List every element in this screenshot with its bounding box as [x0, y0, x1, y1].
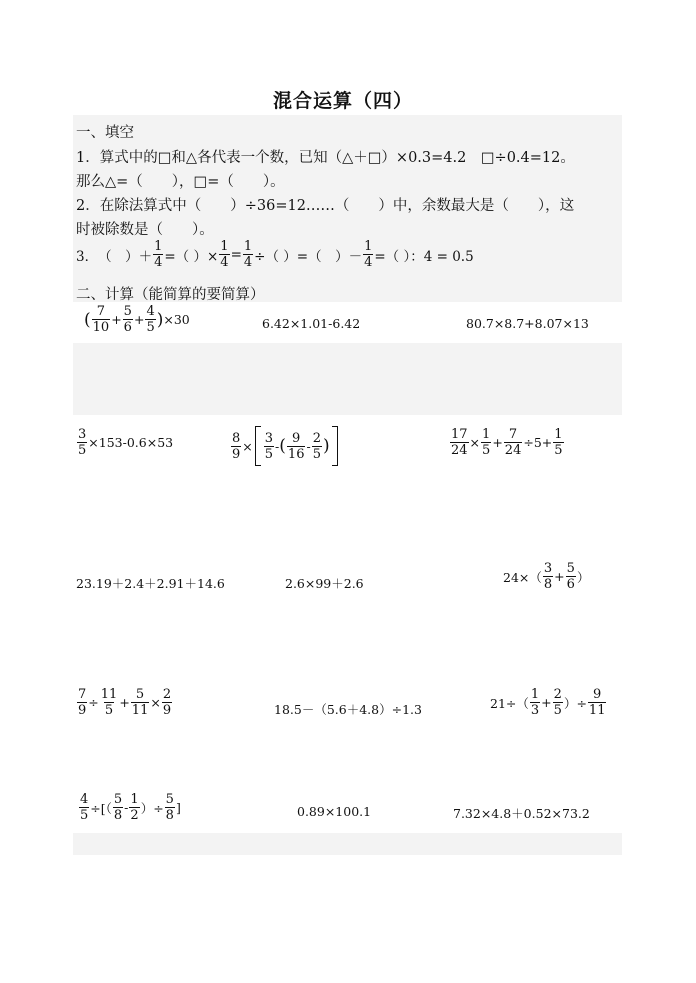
problem-r3c3	[503, 562, 589, 591]
right-paren: )	[322, 436, 330, 456]
right-bracket	[332, 426, 338, 466]
problem-r1c2: 6.42×1.01-6.42	[262, 316, 361, 331]
plus-sign: +	[119, 695, 130, 710]
question3-label: 3．	[76, 248, 99, 265]
ratio-text: =（ ）：4 = 0.5	[374, 248, 474, 265]
shaded-band-row1	[73, 343, 622, 415]
fraction: $\frac{1}{5}$	[482, 427, 491, 458]
question2-line2: 时被除数是（ ）。	[76, 222, 214, 238]
problem-r2c2	[230, 426, 340, 466]
fraction: $\frac{5}{8}$	[113, 792, 123, 823]
fraction: $\frac{3}{8}$	[543, 561, 553, 592]
problem-r1c1	[84, 305, 190, 334]
equals-text: =（ ）×	[164, 248, 219, 265]
fraction: $\frac{7}{10}$	[92, 304, 110, 335]
fraction: $\frac{3}{5}$	[264, 430, 274, 462]
plus-sign: +	[541, 695, 552, 710]
fraction: $\frac{11}{5}$	[100, 687, 118, 718]
plus-sign: +	[111, 312, 122, 327]
fraction: $\frac{9}{16}$	[287, 430, 305, 462]
fraction: $\frac{1}{4}$	[364, 239, 373, 270]
minus-sign: -	[306, 438, 311, 454]
fraction: $\frac{1}{3}$	[530, 687, 540, 718]
fraction: $\frac{1}{4}$	[220, 239, 229, 270]
fraction: $\frac{1}{4}$	[154, 239, 163, 270]
expression-tail: ×153-0.6×53	[88, 435, 174, 450]
fraction: $\frac{2}{9}$	[162, 687, 172, 718]
blank: （ ）	[98, 248, 139, 265]
divide-sign: ÷	[88, 695, 99, 710]
plus-sign: ＋	[138, 248, 153, 265]
problem-r2c3	[449, 428, 565, 457]
times-sign: ×	[242, 438, 253, 454]
page-title: 混合运算（四）	[273, 90, 414, 112]
question1-line2: 那么△=（ ），□=（ ）。	[76, 174, 285, 190]
problem-r4c2: 18.5－（5.6＋4.8）÷1.3	[274, 702, 422, 717]
expression-prefix: 24×（	[503, 569, 542, 585]
expression-text: ÷[（	[90, 800, 112, 816]
problem-r4c1	[76, 688, 173, 717]
problem-r4c3	[490, 688, 607, 717]
problem-r5c2: 0.89×100.1	[297, 804, 372, 819]
expression-suffix: ）	[576, 569, 590, 585]
expression-prefix: 21÷（	[490, 695, 529, 711]
divide-text: ÷（ ）=（ ）－	[254, 248, 363, 265]
fraction: $\frac{1}{2}$	[130, 792, 139, 823]
fraction: $\frac{5}{11}$	[131, 687, 149, 718]
fraction: $\frac{7}{24}$	[504, 427, 522, 458]
left-paren: (	[84, 309, 91, 330]
question3	[76, 240, 474, 269]
fraction: $\frac{5}{6}$	[123, 304, 132, 335]
fraction: $\frac{5}{8}$	[165, 792, 174, 823]
right-paren: )	[156, 309, 164, 330]
times-sign: ×	[150, 695, 161, 710]
plus-sign: +	[492, 435, 503, 450]
expression-text: ）÷	[140, 800, 164, 816]
section2-heading: 二、计算（能简算的要简算）	[76, 287, 265, 303]
problem-r3c1: 23.19＋2.4＋2.91＋14.6	[76, 576, 225, 591]
expression-tail: ×30	[163, 312, 190, 327]
plus-sign: +	[133, 312, 145, 327]
minus-sign: -	[124, 800, 129, 815]
fraction: $\frac{3}{5}$	[78, 427, 87, 458]
divide-text: ÷5+	[523, 435, 553, 450]
fraction: $\frac{8}{9}$	[232, 430, 241, 462]
fraction: $\frac{9}{11}$	[588, 687, 606, 718]
question1-line1: 1．算式中的□和△各代表一个数，已知（△＋□）×0.3=4.2 □÷0.4=12。	[76, 150, 575, 166]
fraction: $\frac{1}{5}$	[554, 427, 563, 458]
problem-r5c1	[78, 793, 181, 822]
problem-r5c3: 7.32×4.8＋0.52×73.2	[453, 806, 590, 821]
problem-r3c2: 2.6×99＋2.6	[285, 576, 364, 591]
expression-suffix: ]	[175, 800, 181, 815]
fraction: $\frac{2}{5}$	[312, 430, 321, 462]
fraction: $\frac{17}{24}$	[451, 427, 468, 458]
problem-r2c1	[76, 428, 173, 457]
fraction: $\frac{2}{5}$	[553, 687, 562, 718]
fraction: $\frac{5}{6}$	[566, 561, 575, 592]
left-paren: (	[279, 436, 286, 456]
divide-text: ）÷	[563, 695, 587, 711]
section1-heading: 一、填空	[76, 125, 134, 141]
equals-text: =	[230, 246, 242, 263]
fraction: $\frac{1}{4}$	[243, 239, 253, 270]
fraction: $\frac{4}{5}$	[80, 792, 89, 823]
shaded-band-bottom	[73, 833, 622, 855]
minus-sign: -	[275, 438, 280, 454]
question2-line1: 2．在除法算式中（ ）÷36=12……（ ）中，余数最大是（ ），这	[76, 198, 575, 214]
fraction: $\frac{7}{9}$	[78, 687, 87, 718]
fraction: $\frac{4}{5}$	[146, 304, 155, 335]
left-bracket	[255, 426, 261, 466]
times-sign: ×	[469, 435, 481, 450]
problem-r1c3: 80.7×8.7+8.07×13	[466, 316, 589, 331]
plus-sign: +	[554, 569, 565, 584]
